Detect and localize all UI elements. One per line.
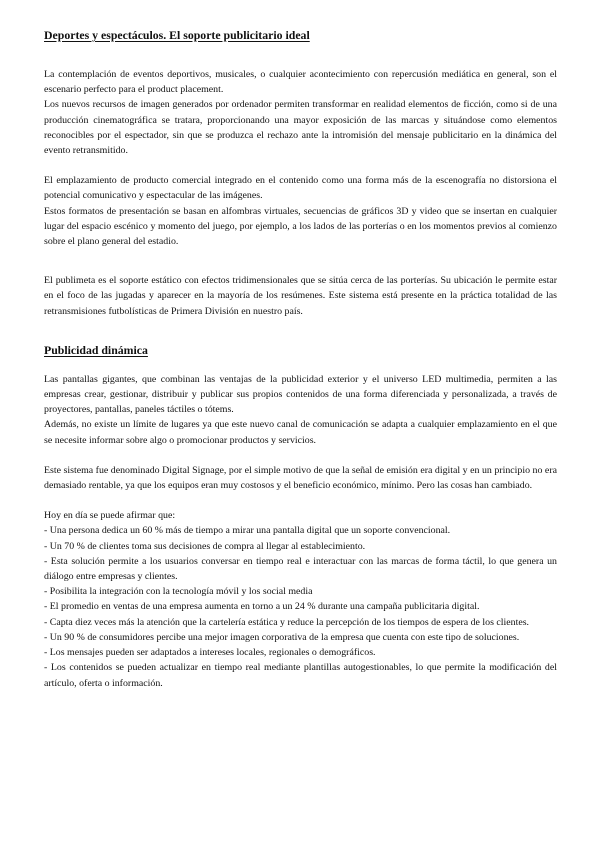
paragraph: Este sistema fue denominado Digital Signage, por el simple motivo de que la señal de emisión era digital y en un principio no era demasiado rentable, ya que los equipos eran muy costosos y el beneficio económico, mínimo. Pero las cosas han cambiado. bbox=[44, 464, 557, 492]
list-item: - El promedio en ventas de una empresa aumenta en torno a un 24 % durante una campaña publicitaria digital. bbox=[44, 601, 480, 613]
list-item: - Un 90 % de consumidores percibe una mejor imagen corporativa de la empresa que cuenta con este tipo de soluciones. bbox=[44, 631, 520, 643]
document-page bbox=[44, 28, 557, 691]
paragraph: Las pantallas gigantes, que combinan las ventajas de la publicidad exterior y el universo LED multimedia, permiten a las empresas crear, gestionar, distribuir y publicar sus propios contenidos de una forma diferenciada y personalizada, a través de proyectores, pantallas, paneles táctiles o tótems. bbox=[44, 373, 557, 416]
paragraph: Los nuevos recursos de imagen generados por ordenador permiten transformar en realidad elementos de ficción, como si de una producción cinematográfica se tratara, proporcionando una mayor exposición de las marcas y situándose como elementos reconocibles por el espectador, sin que se produzca el rechazo ante la intromisión del mensaje publicitario en la dinámica del evento retransmitido. bbox=[44, 99, 557, 157]
bullet-list bbox=[44, 523, 557, 690]
paragraph: Estos formatos de presentación se basan en alfombras virtuales, secuencias de gráficos 3D y video que se insertan en cualquier lugar del espacio escénico y momento del juego, por ejemplo, a los lados de las porterías o en los momentos previos al comienzo sobre el plano general del estadio. bbox=[44, 205, 557, 248]
section-heading-dynamic-advertising: Publicidad dinámica bbox=[44, 342, 148, 357]
paragraph: La contemplación de eventos deportivos, musicales, o cualquier acontecimiento con repercusión mediática en general, son el escenario perfecto para el product placement. bbox=[44, 69, 557, 96]
paragraph: El emplazamiento de producto comercial integrado en el contenido como una forma más de la escenografía no distorsiona el potencial comunicativo y espectacular de las imágenes. bbox=[44, 175, 557, 202]
list-item: - Posibilita la integración con la tecnología móvil y los social media bbox=[44, 586, 313, 598]
paragraph: Hoy en día se puede afirmar que: bbox=[44, 510, 176, 522]
list-item: - Esta solución permite a los usuarios conversar en tiempo real e interactuar con las marcas de forma táctil, lo que genera un diálogo entre empresas y clientes. bbox=[44, 555, 557, 583]
paragraph: Además, no existe un límite de lugares ya que este nuevo canal de comunicación se adapta a cualquier emplazamiento en el que se necesite informar sobre algo o promocionar productos y servicios. bbox=[44, 419, 557, 446]
list-item: - Una persona dedica un 60 % más de tiempo a mirar una pantalla digital que un soporte convencional. bbox=[44, 525, 451, 537]
section-heading-sports: Deportes y espectáculos. El soporte publicitario ideal bbox=[44, 28, 310, 42]
paragraph: El publimeta es el soporte estático con efectos tridimensionales que se sitúa cerca de las porterías. Su ubicación le permite estar en el foco de las jugadas y aparecer en la mayoría de los resúmenes. Este sistema está presente en la práctica totalidad de las retransmisiones futbolísticas de Primera División en nuestro país. bbox=[44, 275, 557, 317]
list-item: - Los contenidos se pueden actualizar en tiempo real mediante plantillas autogestionables, lo que permite la modificación del artículo, oferta o información. bbox=[44, 662, 557, 689]
list-item: - Capta diez veces más la atención que la cartelería estática y reduce la percepción de los tiempos de espera de los clientes. bbox=[44, 616, 530, 628]
list-item: - Un 70 % de clientes toma sus decisiones de compra al llegar al establecimiento. bbox=[44, 540, 366, 552]
list-item: - Los mensajes pueden ser adaptados a intereses locales, regionales o demográficos. bbox=[44, 647, 376, 659]
